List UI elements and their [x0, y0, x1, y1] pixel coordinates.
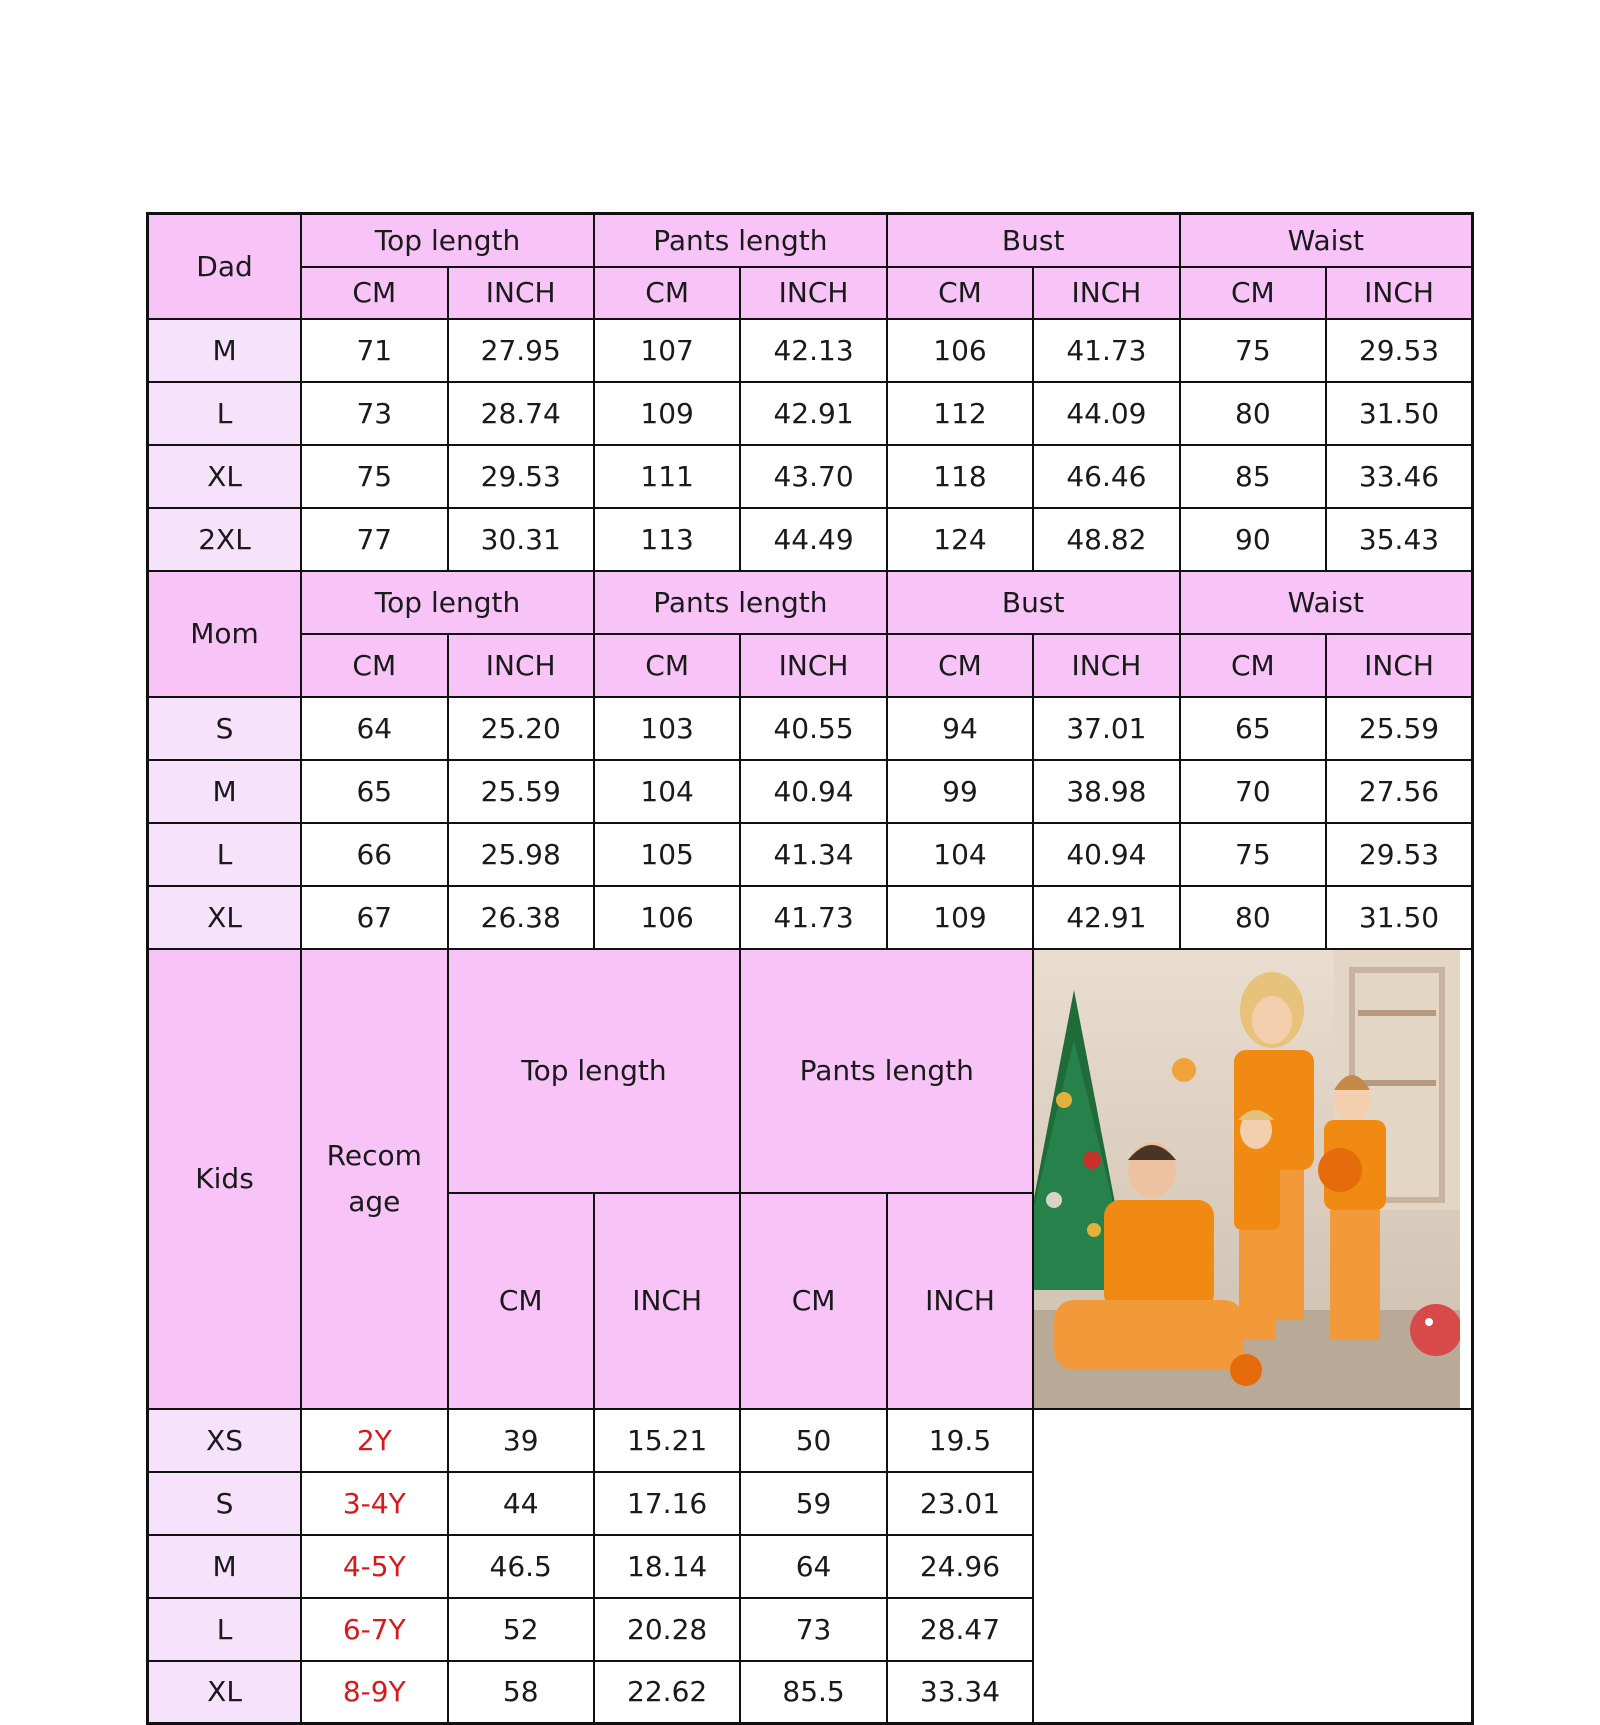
kids-header-row [148, 949, 1473, 1194]
waist-inch-value: 31.50 [1326, 382, 1472, 445]
top-length-inch-value: 25.98 [448, 823, 594, 886]
pants-length-inch-value: 42.91 [740, 382, 886, 445]
kids-size-row [148, 1409, 1473, 1472]
waist-header: Waist [1180, 214, 1473, 267]
waist-inch-value: 35.43 [1326, 508, 1472, 571]
waist-cm-value: 85 [1180, 445, 1326, 508]
pants-length-cm-value: 109 [594, 382, 740, 445]
unit-inch: INCH [1326, 634, 1472, 697]
pants-length-cm-value: 50 [740, 1409, 886, 1472]
dad-size-row [148, 382, 1473, 445]
unit-inch: INCH [1326, 267, 1472, 319]
unit-inch: INCH [1033, 267, 1179, 319]
top-length-cm-value: 67 [301, 886, 447, 949]
mom-header-row [148, 571, 1473, 634]
pants-length-cm-value: 59 [740, 1472, 886, 1535]
recom-age-line1: Recom [326, 1138, 422, 1172]
unit-cm: CM [448, 1193, 594, 1408]
bust-cm-value: 99 [887, 760, 1033, 823]
recommended-age-value: 4-5Y [301, 1535, 447, 1598]
dad-unit-row [148, 267, 1473, 319]
waist-cm-value: 80 [1180, 886, 1326, 949]
pants-length-cm-value: 107 [594, 319, 740, 382]
unit-inch: INCH [448, 634, 594, 697]
size-label: L [148, 1598, 302, 1661]
pants-length-inch-value: 40.94 [740, 760, 886, 823]
recommended-age-value: 3-4Y [301, 1472, 447, 1535]
unit-cm: CM [301, 267, 447, 319]
pants-length-inch-value: 33.34 [887, 1661, 1033, 1724]
mom-unit-row [148, 634, 1473, 697]
dad-label: Dad [148, 214, 302, 319]
unit-inch: INCH [740, 267, 886, 319]
waist-inch-value: 33.46 [1326, 445, 1472, 508]
size-label: M [148, 319, 302, 382]
top-length-inch-value: 30.31 [448, 508, 594, 571]
pants-length-cm-value: 64 [740, 1535, 886, 1598]
waist-cm-value: 75 [1180, 319, 1326, 382]
waist-inch-value: 29.53 [1326, 319, 1472, 382]
unit-inch: INCH [887, 1193, 1033, 1408]
pants-length-inch-value: 40.55 [740, 697, 886, 760]
size-label: L [148, 382, 302, 445]
top-length-header: Top length [301, 214, 594, 267]
size-label: S [148, 1472, 302, 1535]
bust-header: Bust [887, 571, 1180, 634]
pants-length-inch-value: 44.49 [740, 508, 886, 571]
pants-length-header: Pants length [594, 571, 887, 634]
unit-cm: CM [740, 1193, 886, 1408]
recommended-age-value: 2Y [301, 1409, 447, 1472]
top-length-cm-value: 52 [448, 1598, 594, 1661]
waist-cm-value: 75 [1180, 823, 1326, 886]
mom-label: Mom [148, 571, 302, 697]
family-photo-illustration [1034, 950, 1460, 1408]
pants-length-cm-value: 73 [740, 1598, 886, 1661]
top-length-cm-value: 77 [301, 508, 447, 571]
waist-inch-value: 31.50 [1326, 886, 1472, 949]
waist-header: Waist [1180, 571, 1473, 634]
unit-inch: INCH [740, 634, 886, 697]
bust-inch-value: 37.01 [1033, 697, 1179, 760]
kids-size-row [148, 1472, 1473, 1535]
top-length-inch-value: 17.16 [594, 1472, 740, 1535]
dad-size-row [148, 445, 1473, 508]
top-length-inch-value: 18.14 [594, 1535, 740, 1598]
unit-cm: CM [887, 634, 1033, 697]
unit-inch: INCH [448, 267, 594, 319]
unit-inch: INCH [594, 1193, 740, 1408]
bust-inch-value: 41.73 [1033, 319, 1179, 382]
pants-length-cm-value: 104 [594, 760, 740, 823]
pants-length-cm-value: 105 [594, 823, 740, 886]
size-label: M [148, 760, 302, 823]
size-label: L [148, 823, 302, 886]
top-length-inch-value: 28.74 [448, 382, 594, 445]
top-length-inch-value: 25.20 [448, 697, 594, 760]
recommended-age-value: 8-9Y [301, 1661, 447, 1724]
size-label: XL [148, 886, 302, 949]
unit-cm: CM [887, 267, 1033, 319]
mom-size-row [148, 823, 1473, 886]
pants-length-cm-value: 111 [594, 445, 740, 508]
size-label: XL [148, 445, 302, 508]
bust-inch-value: 38.98 [1033, 760, 1179, 823]
bust-inch-value: 44.09 [1033, 382, 1179, 445]
pants-length-cm-value: 85.5 [740, 1661, 886, 1724]
unit-cm: CM [1180, 267, 1326, 319]
waist-inch-value: 27.56 [1326, 760, 1472, 823]
pants-length-inch-value: 24.96 [887, 1535, 1033, 1598]
bust-cm-value: 94 [887, 697, 1033, 760]
kids-label: Kids [148, 949, 302, 1409]
size-label: XL [148, 1661, 302, 1724]
mom-size-row [148, 886, 1473, 949]
dad-size-row [148, 319, 1473, 382]
pants-length-inch-value: 23.01 [887, 1472, 1033, 1535]
recommended-age-value: 6-7Y [301, 1598, 447, 1661]
bust-cm-value: 104 [887, 823, 1033, 886]
size-label: M [148, 1535, 302, 1598]
waist-inch-value: 29.53 [1326, 823, 1472, 886]
pants-length-cm-value: 106 [594, 886, 740, 949]
top-length-cm-value: 66 [301, 823, 447, 886]
bust-inch-value: 46.46 [1033, 445, 1179, 508]
size-label: S [148, 697, 302, 760]
top-length-cm-value: 44 [448, 1472, 594, 1535]
waist-inch-value: 25.59 [1326, 697, 1472, 760]
pants-length-inch-value: 42.13 [740, 319, 886, 382]
family-pajamas-photo [1033, 949, 1472, 1409]
unit-cm: CM [301, 634, 447, 697]
top-length-inch-value: 25.59 [448, 760, 594, 823]
top-length-cm-value: 39 [448, 1409, 594, 1472]
dad-header-row [148, 214, 1473, 267]
unit-cm: CM [1180, 634, 1326, 697]
top-length-cm-value: 46.5 [448, 1535, 594, 1598]
waist-cm-value: 70 [1180, 760, 1326, 823]
pants-length-cm-value: 103 [594, 697, 740, 760]
size-chart-table [146, 212, 1474, 1725]
top-length-cm-value: 75 [301, 445, 447, 508]
mom-size-row [148, 760, 1473, 823]
top-length-inch-value: 22.62 [594, 1661, 740, 1724]
bust-header: Bust [887, 214, 1180, 267]
pants-length-header: Pants length [740, 949, 1033, 1194]
kids-size-row [148, 1661, 1473, 1724]
top-length-cm-value: 71 [301, 319, 447, 382]
pants-length-cm-value: 113 [594, 508, 740, 571]
pants-length-inch-value: 43.70 [740, 445, 886, 508]
pants-length-inch-value: 41.73 [740, 886, 886, 949]
pants-length-inch-value: 41.34 [740, 823, 886, 886]
bust-cm-value: 106 [887, 319, 1033, 382]
unit-cm: CM [594, 267, 740, 319]
bust-cm-value: 124 [887, 508, 1033, 571]
top-length-cm-value: 58 [448, 1661, 594, 1724]
kids-size-row [148, 1598, 1473, 1661]
pants-length-inch-value: 19.5 [887, 1409, 1033, 1472]
top-length-inch-value: 20.28 [594, 1598, 740, 1661]
bust-cm-value: 118 [887, 445, 1033, 508]
waist-cm-value: 65 [1180, 697, 1326, 760]
top-length-inch-value: 15.21 [594, 1409, 740, 1472]
dad-size-row [148, 508, 1473, 571]
top-length-inch-value: 26.38 [448, 886, 594, 949]
unit-cm: CM [594, 634, 740, 697]
size-label: XS [148, 1409, 302, 1472]
top-length-cm-value: 64 [301, 697, 447, 760]
waist-cm-value: 80 [1180, 382, 1326, 445]
top-length-inch-value: 29.53 [448, 445, 594, 508]
top-length-cm-value: 65 [301, 760, 447, 823]
bust-cm-value: 112 [887, 382, 1033, 445]
bust-cm-value: 109 [887, 886, 1033, 949]
top-length-inch-value: 27.95 [448, 319, 594, 382]
waist-cm-value: 90 [1180, 508, 1326, 571]
recom-age-line2: age [348, 1184, 401, 1218]
top-length-header: Top length [448, 949, 741, 1194]
mom-size-row [148, 697, 1473, 760]
bust-inch-value: 48.82 [1033, 508, 1179, 571]
pants-length-header: Pants length [594, 214, 887, 267]
kids-size-row [148, 1535, 1473, 1598]
bust-inch-value: 42.91 [1033, 886, 1179, 949]
recom-age-header [301, 949, 447, 1409]
unit-inch: INCH [1033, 634, 1179, 697]
pants-length-inch-value: 28.47 [887, 1598, 1033, 1661]
bust-inch-value: 40.94 [1033, 823, 1179, 886]
top-length-header: Top length [301, 571, 594, 634]
top-length-cm-value: 73 [301, 382, 447, 445]
size-label: 2XL [148, 508, 302, 571]
